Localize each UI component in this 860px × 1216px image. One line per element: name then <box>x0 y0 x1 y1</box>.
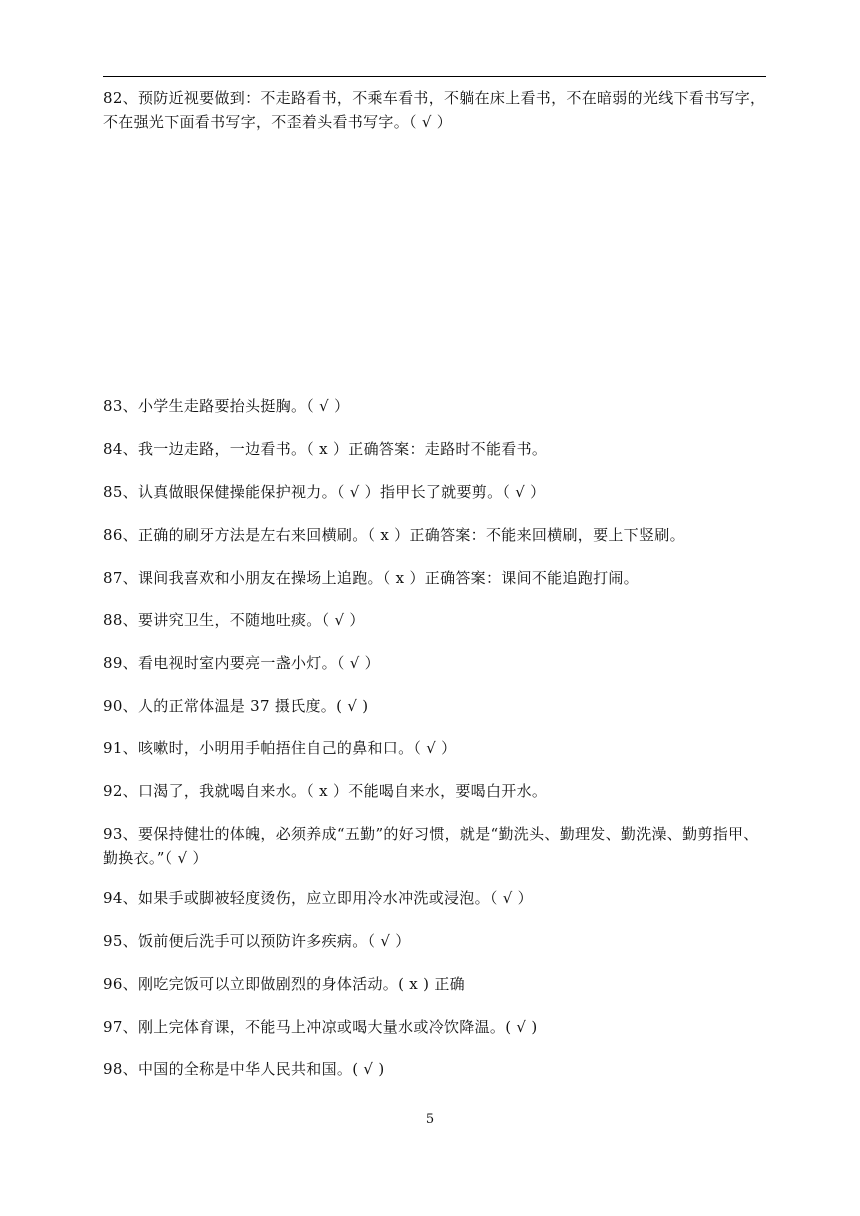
question-95: 95、饭前便后洗手可以预防许多疾病。（ √ ） <box>103 932 411 950</box>
question-93: 93、要保持健壮的体魄，必须养成“五勤”的好习惯，就是“勤洗头、勤理发、勤洗澡、勤剪指甲、勤换衣。”（ √ ） <box>103 825 759 867</box>
question-87: 87、课间我喜欢和小朋友在操场上追跑。（ x ）正确答案：课间不能追跑打闹。 <box>103 569 639 587</box>
question-89: 89、看电视时室内要亮一盏小灯。（ √ ） <box>103 654 380 672</box>
question-90: 90、人的正常体温是 37 摄氏度。( √ ) <box>103 697 369 715</box>
question-96: 96、刚吃完饭可以立即做剧烈的身体活动。( x ) 正确 <box>103 975 465 993</box>
question-82: 82、预防近视要做到：不走路看书，不乘车看书，不躺在床上看书，不在暗弱的光线下看书写字，不在强光下面看书写字，不歪着头看书写字。（ √ ） <box>103 89 766 131</box>
question-94: 94、如果手或脚被轻度烫伤，应立即用冷水冲洗或浸泡。（ √ ） <box>103 889 533 907</box>
page-number: 5 <box>425 1112 435 1127</box>
question-85: 85、认真做眼保健操能保护视力。（ √ ）指甲长了就要剪。（ √ ） <box>103 483 546 501</box>
question-84: 84、我一边走路，一边看书。（ x ）正确答案：走路时不能看书。 <box>103 440 548 458</box>
question-86: 86、正确的刷牙方法是左右来回横刷。（ x ）正确答案：不能来回横刷，要上下竖刷。 <box>103 526 685 544</box>
question-92: 92、口渴了，我就喝自来水。（ x ）不能喝自来水，要喝白开水。 <box>103 782 548 800</box>
question-88: 88、要讲究卫生，不随地吐痰。（ √ ） <box>103 611 365 629</box>
question-91: 91、咳嗽时，小明用手帕捂住自己的鼻和口。（ √ ） <box>103 739 457 757</box>
question-98: 98、中国的全称是中华人民共和国。( √ ) <box>103 1060 385 1078</box>
question-83: 83、小学生走路要抬头挺胸。（ √ ） <box>103 397 350 415</box>
header-rule <box>103 76 766 77</box>
question-97: 97、刚上完体育课，不能马上冲凉或喝大量水或冷饮降温。( √ ) <box>103 1018 538 1036</box>
